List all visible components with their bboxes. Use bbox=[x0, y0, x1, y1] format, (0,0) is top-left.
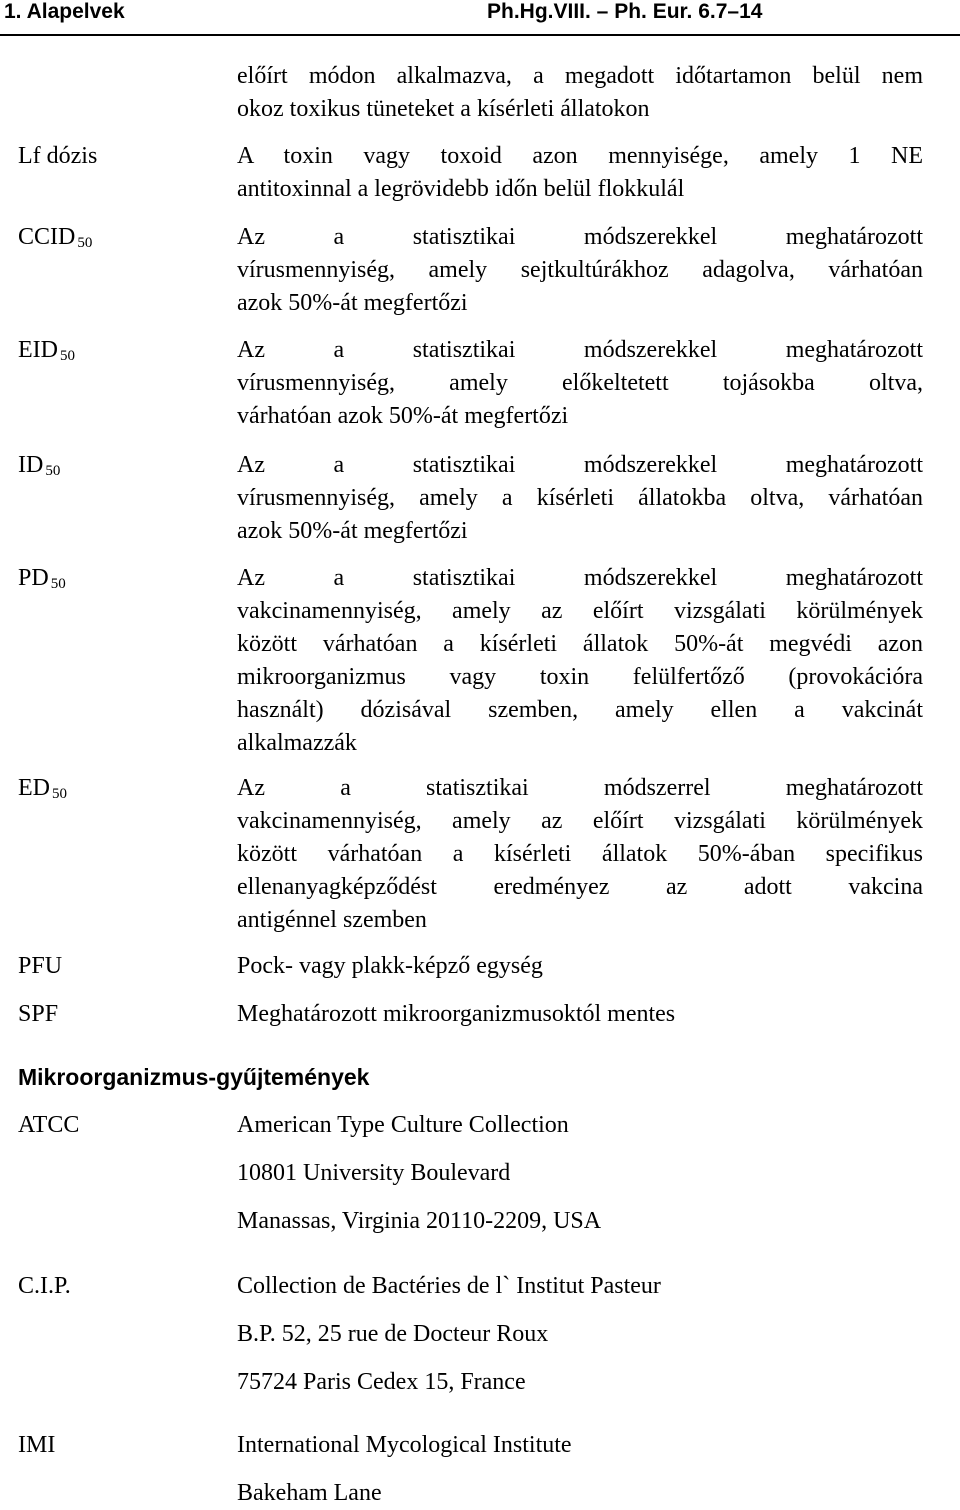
definition-line: várhatóan azok 50%-át megfertőzi bbox=[237, 403, 569, 429]
definition-line: vírusmennyiség, amely előkeltetett tojásokba oltva, bbox=[237, 370, 923, 396]
definition-ed50 bbox=[237, 772, 923, 937]
definition-line: Az a statisztikai módszerekkel meghatározott bbox=[237, 337, 923, 363]
definition-line: A toxin vagy toxoid azon mennyisége, amely 1 NE bbox=[237, 143, 923, 169]
term-ed50 bbox=[18, 772, 67, 811]
definition-line: Az a statisztikai módszerrel meghatározott bbox=[237, 775, 923, 801]
term-spf bbox=[18, 998, 58, 1031]
definition-eid50 bbox=[237, 334, 923, 433]
address-line: B.P. 52, 25 rue de Docteur Roux bbox=[237, 1321, 549, 1347]
collection-atcc-address bbox=[237, 1109, 923, 1253]
collection-atcc-abbr: ATCC bbox=[18, 1112, 80, 1138]
definition-lf-dose bbox=[237, 140, 923, 206]
term-subscript: 50 bbox=[50, 576, 66, 592]
definition-line: alkalmazzák bbox=[237, 730, 357, 756]
definition-line: Pock- vagy plakk-képző egység bbox=[237, 953, 543, 979]
collection-cip-abbr: C.I.P. bbox=[18, 1273, 71, 1299]
term-label: ED bbox=[18, 775, 50, 801]
page-header bbox=[0, 0, 960, 34]
address-line: 75724 Paris Cedex 15, France bbox=[237, 1369, 526, 1395]
address-line: American Type Culture Collection bbox=[237, 1112, 569, 1138]
term-label: SPF bbox=[18, 1001, 59, 1027]
intro-paragraph bbox=[237, 60, 923, 126]
term-label: PD bbox=[18, 565, 49, 591]
definition-line: vakcinamennyiség, amely az előírt vizsgálati körülmények bbox=[237, 808, 923, 834]
term-label: ID bbox=[18, 452, 44, 478]
definition-pd50 bbox=[237, 562, 923, 760]
definition-line: antitoxinnal a legrövidebb időn belül flokkulál bbox=[237, 176, 685, 202]
term-label: CCID bbox=[18, 224, 76, 250]
term-eid50 bbox=[18, 334, 75, 373]
address-line: Manassas, Virginia 20110-2209, USA bbox=[237, 1208, 602, 1234]
pharmacopoeia-reference: Ph.Hg.VIII. – Ph. Eur. 6.7–14 bbox=[487, 0, 763, 23]
term-pfu bbox=[18, 950, 62, 983]
term-ccid50 bbox=[18, 221, 92, 260]
section-heading: Mikroorganizmus-gyűjtemények bbox=[18, 1064, 370, 1090]
term-label: Lf dózis bbox=[18, 143, 98, 169]
collection-imi-abbr: IMI bbox=[18, 1432, 56, 1458]
definition-line: Az a statisztikai módszerekkel meghatározott bbox=[237, 565, 923, 591]
term-subscript: 50 bbox=[77, 235, 93, 251]
definition-line: Az a statisztikai módszerekkel meghatározott bbox=[237, 452, 923, 478]
definition-line: antigénnel szemben bbox=[237, 907, 427, 933]
definition-line: között várhatóan a kísérleti állatok 50%-ában specifikus bbox=[237, 841, 923, 867]
term-subscript: 50 bbox=[45, 463, 61, 479]
address-line: Bakeham Lane bbox=[237, 1480, 382, 1506]
definition-ccid50 bbox=[237, 221, 923, 320]
definition-line: azok 50%-át megfertőzi bbox=[237, 290, 468, 316]
term-lf-dose bbox=[18, 140, 97, 173]
definition-line: használt) dózisával szemben, amely ellen a vakcinát bbox=[237, 697, 923, 723]
intro-line: előírt módon alkalmazva, a megadott időtartamon belül nem bbox=[237, 63, 923, 89]
term-subscript: 50 bbox=[52, 786, 67, 802]
address-line: Collection de Bactéries de l` Institut Pasteur bbox=[237, 1273, 661, 1299]
term-subscript: 50 bbox=[59, 348, 75, 364]
definition-line: azok 50%-át megfertőzi bbox=[237, 518, 468, 544]
address-line: 10801 University Boulevard bbox=[237, 1160, 511, 1186]
definition-pfu bbox=[237, 950, 923, 983]
intro-line: okoz toxikus tüneteket a kísérleti állatokon bbox=[237, 96, 650, 122]
term-pd50 bbox=[18, 562, 66, 601]
definition-line: vírusmennyiség, amely a kísérleti állatokba oltva, várhatóan bbox=[237, 485, 923, 511]
definition-line: ellenanyagképződést eredményez az adott vakcina bbox=[237, 874, 923, 900]
header-rule bbox=[0, 34, 960, 36]
definition-line: Meghatározott mikroorganizmusoktól mentes bbox=[237, 1001, 676, 1027]
collection-cip-address bbox=[237, 1270, 923, 1414]
term-label: EID bbox=[18, 337, 58, 363]
definition-line: Az a statisztikai módszerekkel meghatározott bbox=[237, 224, 923, 250]
definition-id50 bbox=[237, 449, 923, 548]
definition-line: mikroorganizmus vagy toxin felülfertőző (provokációra bbox=[237, 664, 923, 690]
definition-line: vírusmennyiség, amely sejtkultúrákhoz adagolva, várhatóan bbox=[237, 257, 923, 283]
address-line: International Mycological Institute bbox=[237, 1432, 572, 1458]
definition-line: között várhatóan a kísérleti állatok 50%-át megvédi azon bbox=[237, 631, 923, 657]
collection-imi-address bbox=[237, 1429, 923, 1510]
definition-line: vakcinamennyiség, amely az előírt vizsgálati körülmények bbox=[237, 598, 923, 624]
chapter-title: 1. Alapelvek bbox=[4, 0, 125, 23]
term-label: PFU bbox=[18, 953, 63, 979]
term-id50 bbox=[18, 449, 60, 488]
definition-spf bbox=[237, 998, 923, 1031]
